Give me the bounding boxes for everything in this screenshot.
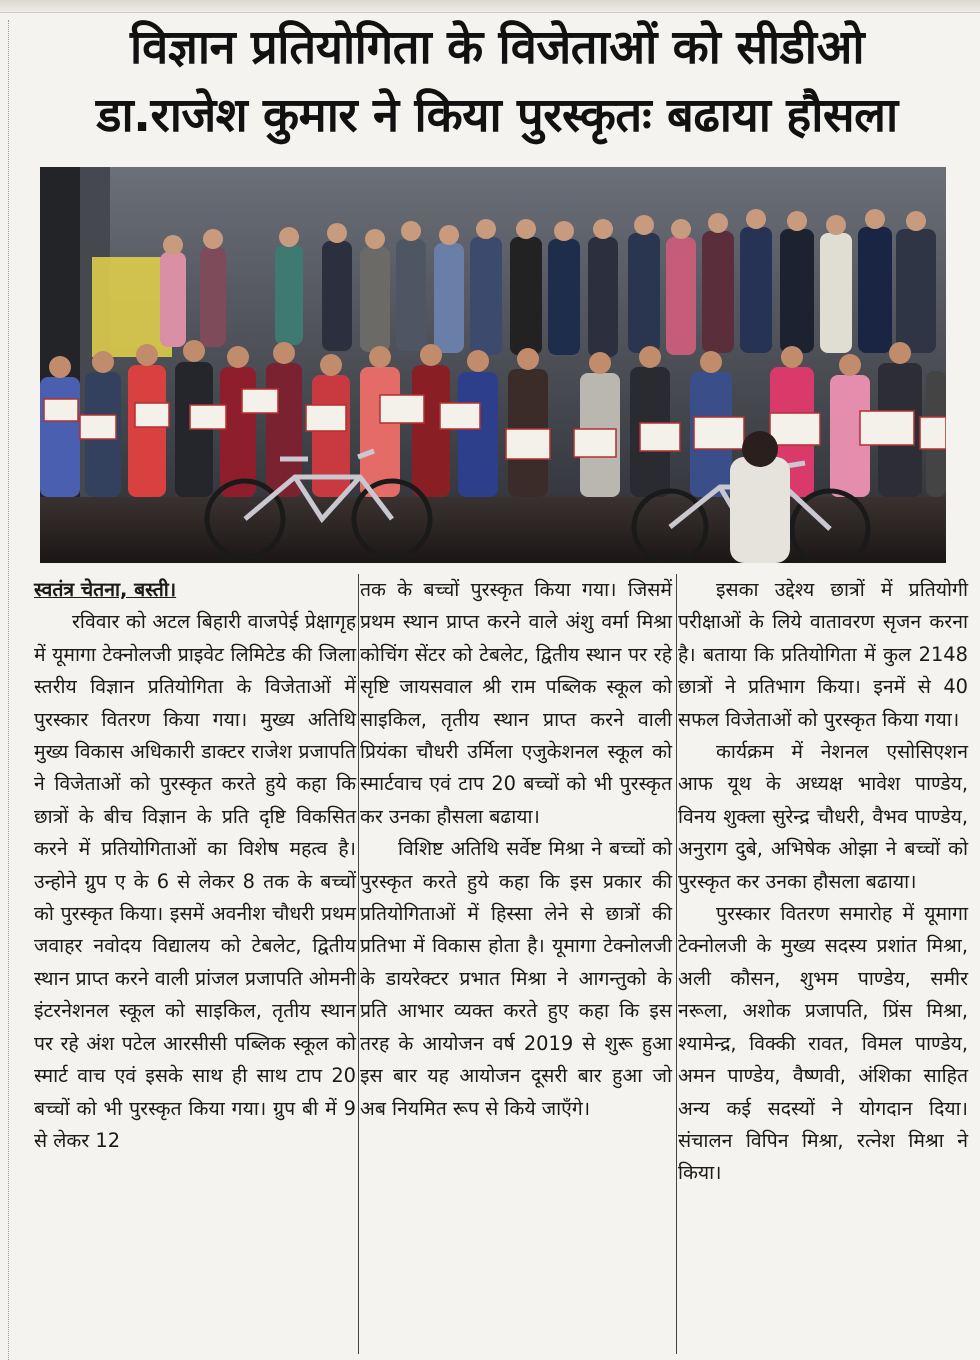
article-paragraph: कार्यक्रम में नेशनल एसोसिएशन आफ यूथ के अध्यक्ष भावेश पाण्डेय, विनय शुक्ला सुरेन्द्र चौधरी, वैभव पाण्डेय, अनुराग दुबे, अभिषेक ओझा ने बच्चों को पुरस्कृत कर उनका हौसला बढाया। — [678, 740, 968, 893]
article-paragraph: इसका उद्देश्य छात्रों में प्रतियोगी परीक्षाओं के लिये वातावरण सृजन करना है। बताया कि प्रतियोगिता में कुल 2148 छात्रों ने प्रतिभाग किया। इनमें से 40 सफल विजेताओं को पुरस्कृत किया गया। — [678, 578, 968, 731]
article-paragraph: रविवार को अटल बिहारी वाजपेई प्रेक्षागृह में यूमागा टेक्नोलजी प्राइवेट लिमिटेड की जिला स्तरीय विज्ञान प्रतियोगिता के विजेताओं में पुरस्कार वितरण किया गया। मुख्य अतिथि मुख्य विकास अधिकारी डाक्टर राजेश प्रजापति ने विजेताओं को पुरस्कृत करते हुये कहा कि छात्रों के बीच विज्ञान के प्रति दृष्टि विकसित करने में प्रतियोगिताओं का विशेष महत्व है। उन्होने ग्रुप ए के 6 से लेकर 8 तक के बच्चों को पुरस्कृत किया। इसमें अवनीश चौधरी प्रथम जवाहर नवोदय विद्यालय को टेबलेट, द्वितीय स्थान प्राप्त करने वाली प्रांजल प्रजापति ओमनी इंटरनेशनल स्कूल को साइकिल, तृतीय स्थान पर रहे अंश पटेल आरसीसी पब्लिक स्कूल को स्मार्ट वाच एवं इसके साथ ही साथ टाप 20 बच्चों को भी पुरस्कृत किया गया। ग्रुप बी में 9 से लेकर 12 — [34, 610, 356, 1152]
column-rule — [676, 574, 677, 1354]
column-rule — [358, 574, 359, 1354]
clipping-left-edge — [0, 20, 9, 1360]
article-paragraph: तक के बच्चों पुरस्कृत किया गया। जिसमें प्रथम स्थान प्राप्त करने वाले अंशु वर्मा मिश्रा कोचिंग सेंटर को टेबलेट, द्वितीय स्थान पर रहे सृष्टि जायसवाल श्री राम पब्लिक स्कूल को साइकिल, तृतीय स्थान प्राप्त करने वाली प्रियंका चौधरी उर्मिला एजुकेशनल स्कूल को स्मार्टवाच एवं टाप 20 बच्चों को भी पुरस्कृत कर उनका हौसला बढाया। — [360, 578, 672, 828]
clipping-top-strip — [0, 0, 980, 13]
article-body — [28, 574, 968, 1354]
article-column-1 — [34, 574, 356, 1354]
dateline: स्वतंत्र चेतना, बस्ती। — [34, 578, 177, 601]
headline-line-2: डा.राजेश कुमार ने किया पुरस्कृतः बढाया हौसला — [96, 88, 898, 143]
article-paragraph: पुरस्कार वितरण समारोह में यूमागा टेक्नोलजी के मुख्य सदस्य प्रशांत मिश्रा, अली कौसन, शुभम पाण्डेय, समीर नरूला, अशोक प्रजापति, प्रिंस मिश्रा, श्यामेन्द्र, विक्की रावत, विमल पाण्डेय, अमन पाण्डेय, वैष्णवी, अंशिका साहित अन्य कई सदस्यों ने योगदान दिया। संचालन विपिन मिश्रा, रत्नेश मिश्रा ने किया। — [678, 902, 968, 1185]
article-paragraph: विशिष्ट अतिथि सर्वेष्ट मिश्रा ने बच्चों को पुरस्कृत करते हुये कहा कि इस प्रकार की प्रतियोगिताओं में हिस्सा लेने से छात्रों की प्रतिभा में विकास होता है। यूमागा टेक्नोलजी के डायरेक्टर प्रभात मिश्रा ने आगन्तुको के प्रति आभार व्यक्त करते हुए कहा कि इस तरह के आयोजन वर्ष 2019 से शुरू हुआ इस बार यह आयोजन दूसरी बार हुआ जो अब नियमित रूप से किये जाएँगे। — [360, 837, 672, 1120]
article-column-2 — [360, 574, 672, 1354]
article-column-3 — [678, 574, 968, 1354]
headline-line-1: विज्ञान प्रतियोगिता के विजेताओं को सीडीओ — [129, 20, 865, 75]
headline — [22, 14, 972, 150]
event-photo — [40, 167, 946, 563]
